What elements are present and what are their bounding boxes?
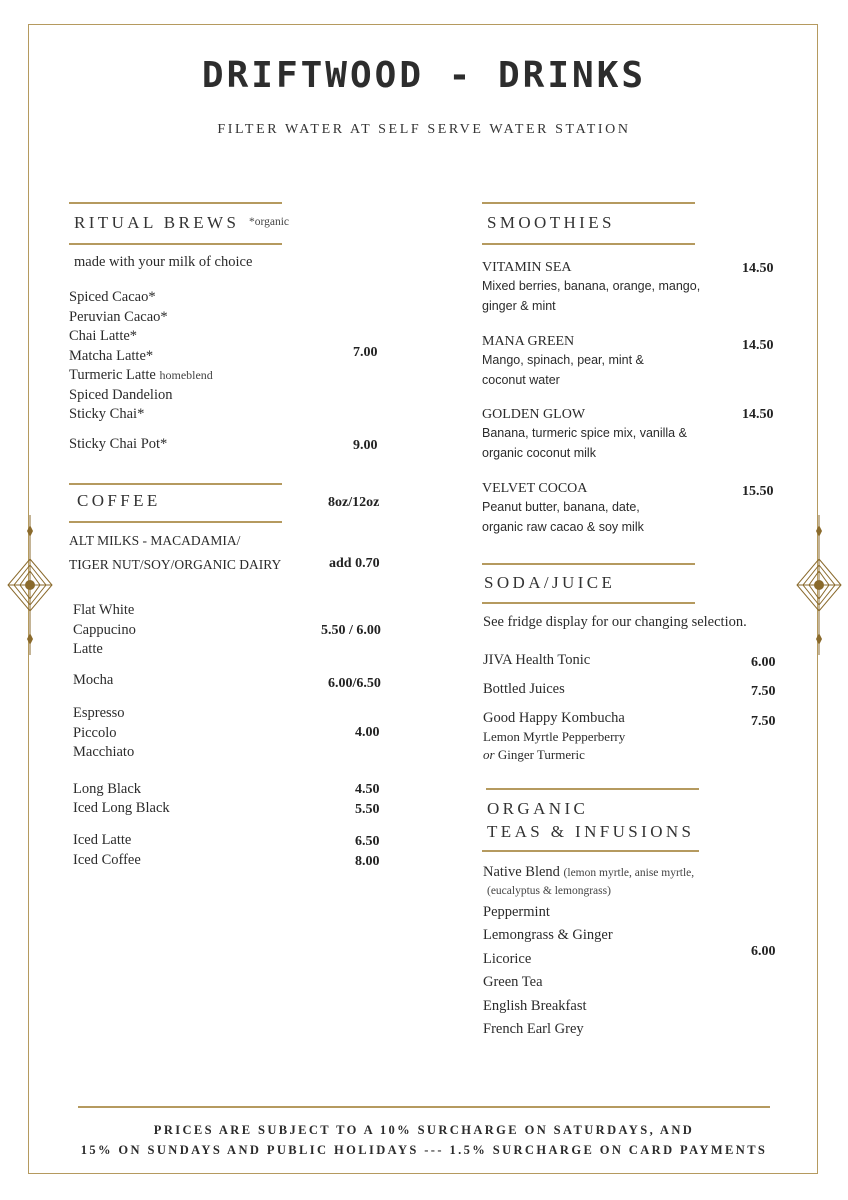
list-item: Latte — [73, 641, 103, 657]
list-item: Green Tea — [483, 974, 543, 991]
smoothie-desc: Banana, turmeric spice mix, vanilla & organic coconut milk — [482, 426, 687, 460]
page-title: DRIFTWOOD - DRINKS — [201, 55, 647, 96]
list-item: Flat White — [73, 602, 135, 618]
list-item: Licorice — [483, 950, 532, 967]
smoothie-desc: Mango, spinach, pear, mint & coconut water — [482, 353, 644, 387]
soda-rule-top — [482, 563, 695, 565]
homeblend-note: homeblend — [159, 368, 213, 382]
list-item — [69, 366, 213, 386]
list-item: Peppermint — [483, 904, 550, 920]
ritual-brews-list — [69, 288, 213, 425]
smoothie-price: 15.50 — [742, 484, 774, 499]
list-item: Piccolo — [73, 724, 117, 741]
coffee-group1-price: 5.50 / 6.00 — [321, 623, 381, 638]
teas-list — [483, 901, 613, 1041]
native-blend-label: Native Blend — [483, 864, 560, 880]
list-item: Espresso — [73, 705, 125, 721]
turmeric-latte-label: Turmeric Latte — [69, 367, 156, 383]
iced-coffee: Iced Coffee — [73, 852, 141, 868]
alt-milks-price: add 0.70 — [329, 556, 380, 571]
coffee-group2 — [73, 704, 134, 763]
smoothie-item — [482, 334, 682, 390]
iced-coffee-price: 8.00 — [355, 854, 380, 869]
kombucha-flavour-1: Lemon Myrtle Pepperberry — [483, 729, 626, 744]
soda-note: See fridge display for our changing selection. — [483, 614, 747, 630]
page-subtitle: FILTER WATER AT SELF SERVE WATER STATION — [217, 122, 631, 137]
mocha-price: 6.00/6.50 — [328, 676, 381, 691]
coffee-size-label: 8oz/12oz — [328, 495, 380, 510]
footer-rule — [78, 1106, 770, 1108]
smoothie-name: MANA GREEN — [482, 334, 575, 349]
soda-price: 7.50 — [751, 684, 776, 699]
soda-rule-bottom — [482, 602, 695, 604]
native-blend-note-1: (lemon myrtle, anise myrtle, — [563, 867, 695, 879]
list-item: French Earl Grey — [483, 1021, 584, 1038]
iced-long-black-price: 5.50 — [355, 802, 380, 817]
footer-line2: 15% ON SUNDAYS AND PUBLIC HOLIDAYS --- 1.5% SURCHARGE ON CARD PAYMENTS — [80, 1143, 768, 1157]
kombucha-flavour-2-label: Ginger Turmeric — [497, 747, 585, 762]
smoothies-rule-bottom — [482, 243, 695, 245]
sticky-chai-pot: Sticky Chai Pot* — [69, 436, 168, 452]
organic-note: *organic — [249, 216, 290, 228]
iced-latte: Iced Latte — [73, 832, 132, 848]
list-item: Sticky Chai* — [69, 406, 145, 422]
list-item: Macchiato — [73, 744, 135, 760]
smoothie-desc: Peanut butter, banana, date, organic raw cacao & soy milk — [482, 500, 644, 534]
coffee-title: COFFEE — [77, 491, 161, 510]
smoothie-name: GOLDEN GLOW — [482, 407, 586, 422]
smoothie-price: 14.50 — [742, 407, 774, 422]
soda-juice-title: SODA/JUICE — [484, 573, 616, 592]
ritual-brews-price: 7.00 — [353, 345, 378, 360]
smoothies-title: SMOOTHIES — [487, 213, 615, 232]
iced-long-black: Iced Long Black — [73, 800, 170, 816]
soda-item: Good Happy Kombucha — [483, 710, 625, 726]
milk-note: made with your milk of choice — [74, 254, 253, 270]
smoothie-name: VITAMIN SEA — [482, 260, 572, 275]
footer-line1: PRICES ARE SUBJECT TO A 10% SURCHARGE ON SATURDAYS, AND — [153, 1123, 695, 1137]
sticky-chai-pot-price: 9.00 — [353, 438, 378, 453]
soda-price: 6.00 — [751, 655, 776, 670]
ritual-brews-title: RITUAL BREWS — [74, 213, 240, 232]
kombucha-flavour-2 — [483, 747, 585, 763]
alt-milks-line1: ALT MILKS - MACADAMIA/ — [69, 533, 241, 548]
native-blend-note-2: (eucalyptus & lemongrass) — [487, 885, 611, 897]
smoothie-item — [482, 407, 712, 463]
list-item: Peruvian Cacao* — [69, 308, 168, 325]
list-item: Spiced Dandelion — [69, 386, 173, 403]
iced-latte-price: 6.50 — [355, 834, 380, 849]
ritual-brews-rule-bottom — [69, 243, 282, 245]
soda-item: Bottled Juices — [483, 681, 565, 697]
soda-item: JIVA Health Tonic — [483, 652, 591, 668]
coffee-rule-top — [69, 483, 282, 485]
list-item: English Breakfast — [483, 997, 587, 1014]
list-item: Cappucino — [73, 621, 136, 638]
list-item: Lemongrass & Ginger — [483, 927, 613, 944]
coffee-rule-bottom — [69, 521, 282, 523]
coffee-group1 — [73, 601, 136, 660]
smoothie-price: 14.50 — [742, 338, 774, 353]
mocha: Mocha — [73, 672, 114, 688]
or-label: or — [483, 747, 495, 762]
page-border — [28, 24, 818, 1174]
teas-title-line2: TEAS & INFUSIONS — [487, 822, 695, 841]
smoothie-item — [482, 481, 682, 537]
smoothie-desc: Mixed berries, banana, orange, mango, ginger & mint — [482, 279, 701, 313]
native-blend — [483, 863, 694, 884]
right-ornament-icon — [793, 515, 845, 655]
teas-rule-bottom — [482, 850, 699, 852]
alt-milks-line2: TIGER NUT/SOY/ORGANIC DAIRY — [69, 557, 282, 572]
left-ornament-icon — [4, 515, 56, 655]
smoothie-item — [482, 260, 712, 316]
smoothies-rule-top — [482, 202, 695, 204]
long-black-price: 4.50 — [355, 782, 380, 797]
smoothie-price: 14.50 — [742, 261, 774, 276]
list-item: Chai Latte* — [69, 328, 138, 344]
long-black: Long Black — [73, 781, 142, 797]
list-item: Spiced Cacao* — [69, 289, 156, 305]
teas-rule-top — [486, 788, 699, 790]
teas-title-line1: ORGANIC — [487, 799, 589, 818]
teas-price: 6.00 — [751, 944, 776, 959]
list-item: Matcha Latte* — [69, 347, 154, 364]
smoothie-name: VELVET COCOA — [482, 481, 588, 496]
coffee-group2-price: 4.00 — [355, 725, 380, 740]
ritual-brews-rule-top — [69, 202, 282, 204]
soda-price: 7.50 — [751, 714, 776, 729]
